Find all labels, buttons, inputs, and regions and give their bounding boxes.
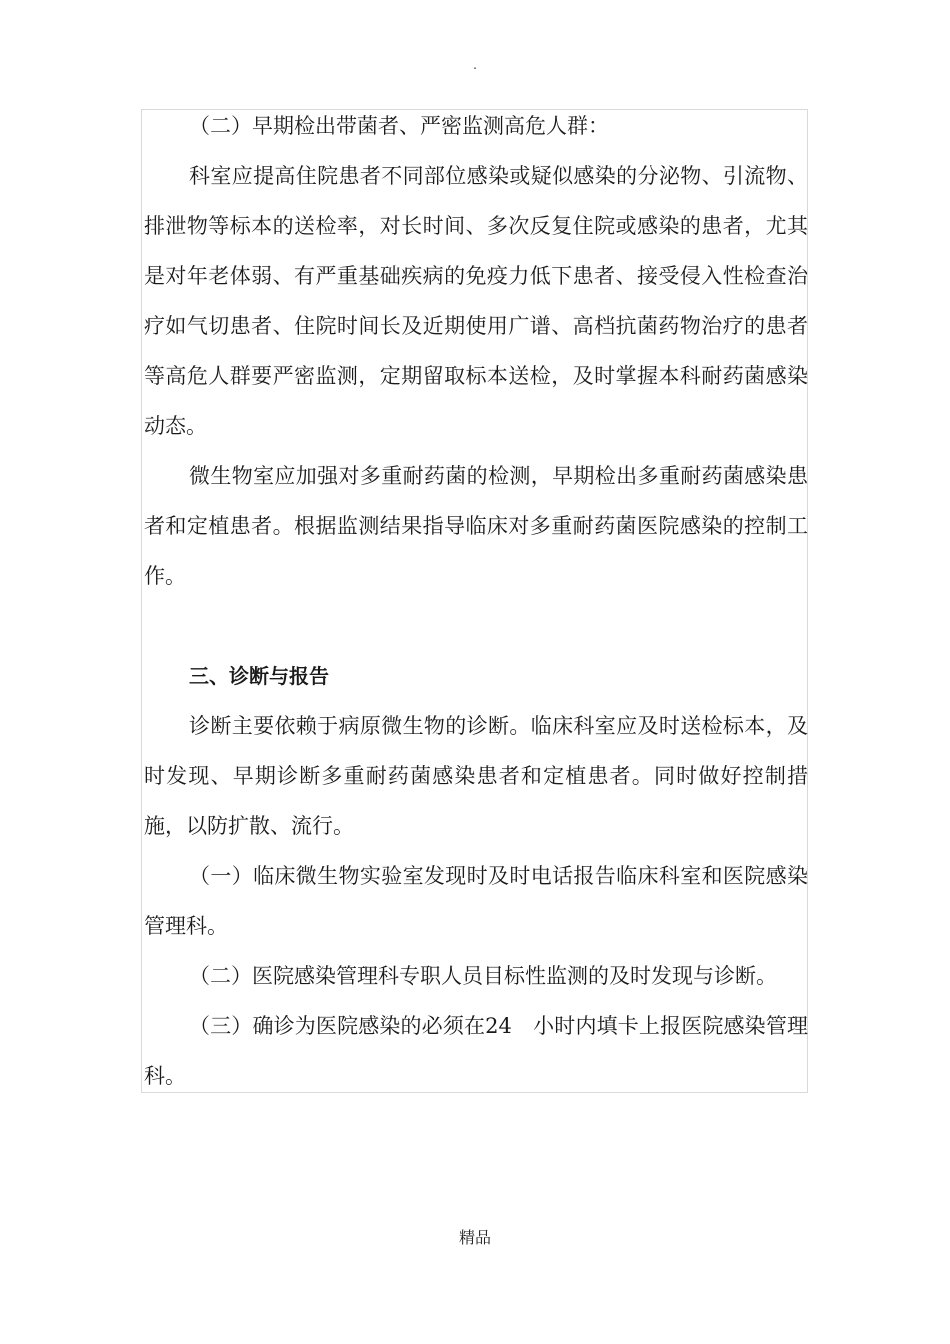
subsection-title: （二）早期检出带菌者、严密监测高危人群： (189, 114, 609, 138)
paragraph-microbiology-lab: 微生物室应加强对多重耐药菌的检测，早期检出多重耐药菌感染患者和定植患者。根据监测结果指导临床对多重耐药菌医院感染的控制工作。 (144, 464, 808, 588)
document-body (144, 101, 808, 1101)
section-spacer (144, 601, 808, 651)
paragraph-high-risk-monitoring: 科室应提高住院患者不同部位感染或疑似感染的分泌物、引流物、排泄物等标本的送检率，对长时间、多次反复住院或感染的患者，尤其是对年老体弱、有严重基础疾病的免疫力低下患者、接受侵入性检查治疗如气切患者、住院时间长及近期使用广谱、高档抗菌药物治疗的患者等高危人群要严密监测，定期留取标本送检，及时掌握本科耐药菌感染动态。 (144, 164, 808, 438)
list-item-confirmed-report: （三）确诊为医院感染的必须在24 小时内填卡上报医院感染管理科。 (144, 1014, 808, 1088)
paragraph-diagnosis: 诊断主要依赖于病原微生物的诊断。临床科室应及时送检标本，及时发现、早期诊断多重耐药菌感染患者和定植患者。同时做好控制措施，以防扩散、流行。 (144, 714, 808, 838)
list-item-lab-report: （一）临床微生物实验室发现时及时电话报告临床科室和医院感染管理科。 (144, 864, 808, 938)
page-footer: 精品 (458, 1228, 491, 1247)
section-heading: 三、诊断与报告 (189, 664, 329, 688)
list-item-targeted-monitoring: （二）医院感染管理科专职人员目标性监测的及时发现与诊断。 (189, 964, 777, 988)
page-header-dot: . (473, 58, 477, 72)
